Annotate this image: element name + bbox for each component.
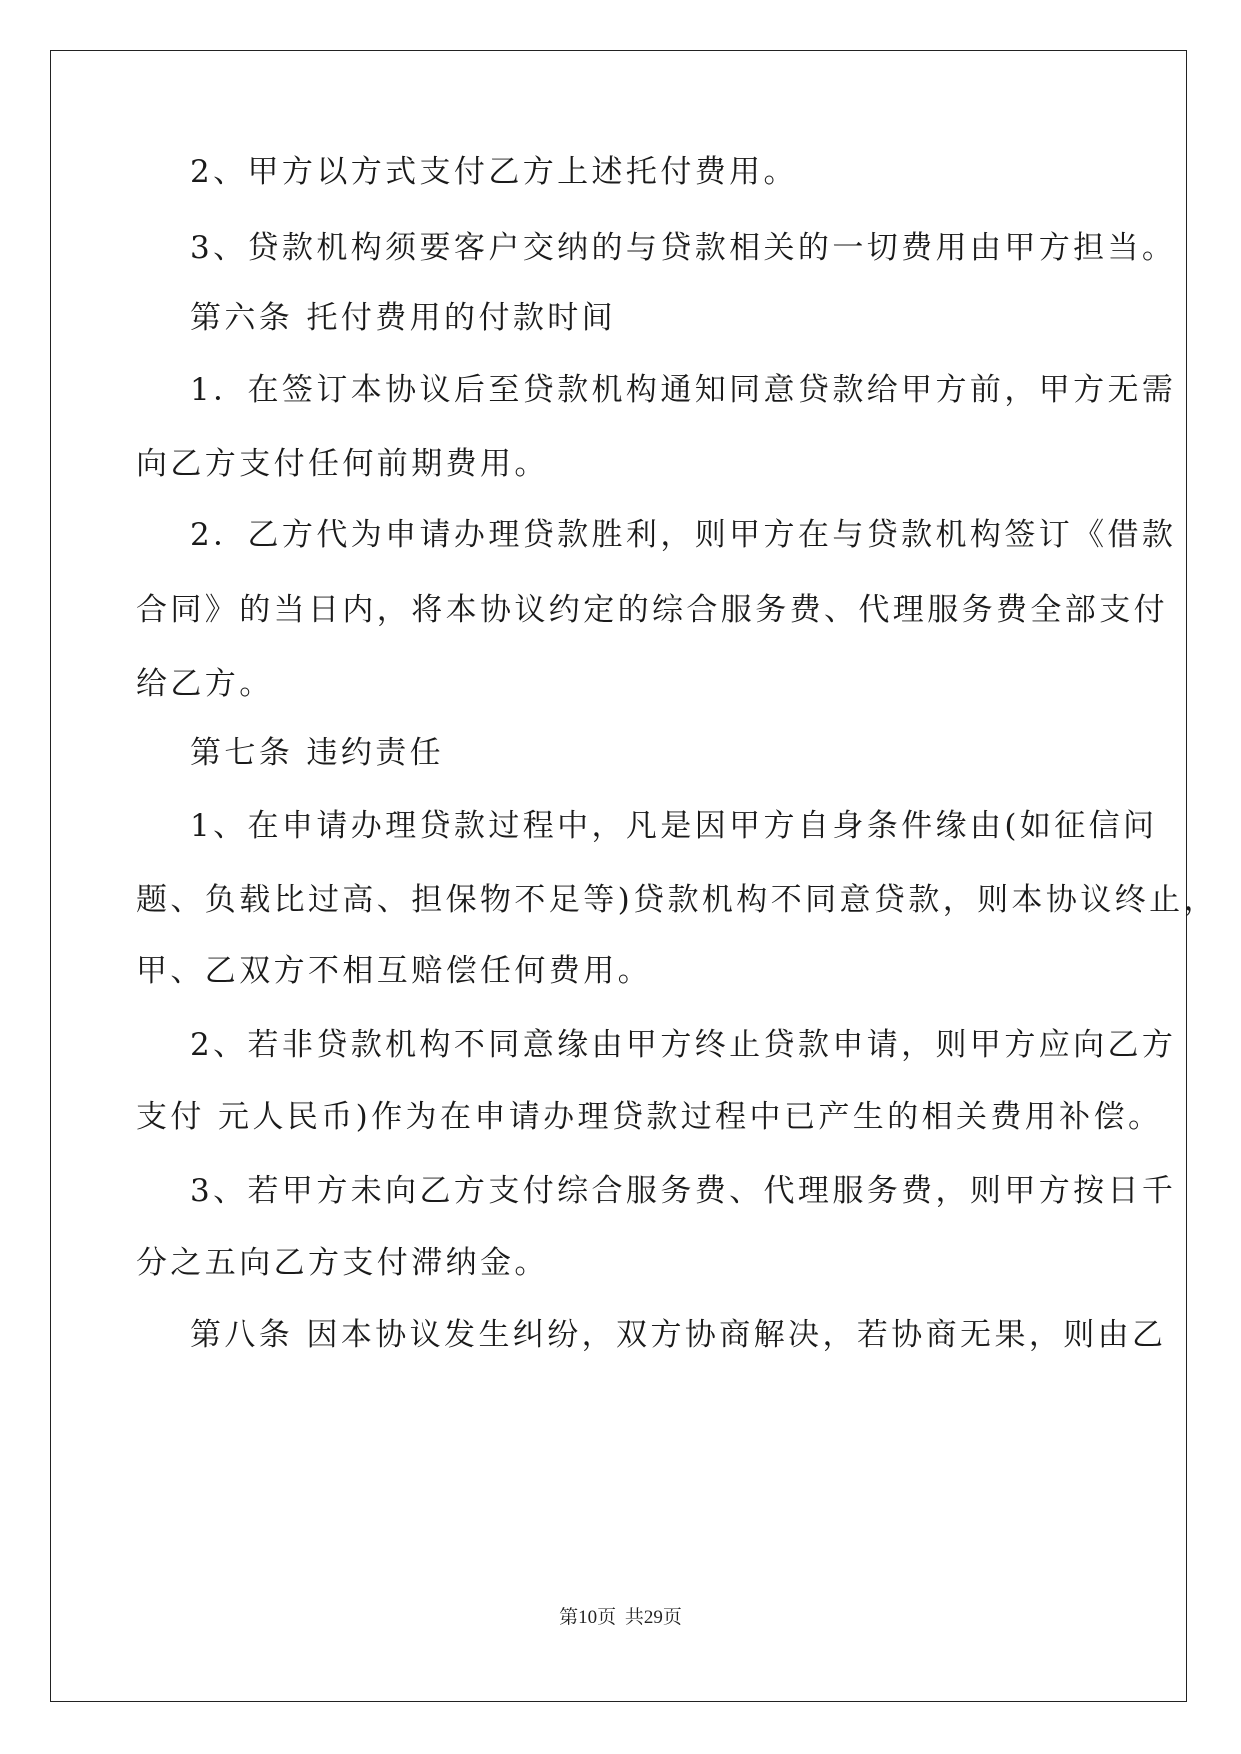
page-number: 第10页 bbox=[559, 1607, 617, 1628]
paragraph-line: 题、负载比过高、担保物不足等)贷款机构不同意贷款，则本协议终止， bbox=[136, 882, 1218, 918]
section-heading: 第七条 违约责任 bbox=[190, 735, 445, 771]
paragraph-line: 2．乙方代为申请办理贷款胜利，则甲方在与贷款机构签订《借款 bbox=[190, 517, 1177, 553]
paragraph-line: 支付 元人民币)作为在申请办理贷款过程中已产生的相关费用补偿。 bbox=[136, 1099, 1163, 1135]
paragraph-line: 1．在签订本协议后至贷款机构通知同意贷款给甲方前，甲方无需 bbox=[190, 372, 1177, 408]
page-footer bbox=[0, 1602, 1241, 1629]
paragraph-line: 向乙方支付任何前期费用。 bbox=[136, 446, 549, 482]
paragraph-line: 1、在申请办理贷款过程中，凡是因甲方自身条件缘由(如征信问 bbox=[190, 808, 1158, 844]
paragraph-line: 2、甲方以方式支付乙方上述托付费用。 bbox=[190, 154, 798, 190]
paragraph-line: 3、贷款机构须要客户交纳的与贷款相关的一切费用由甲方担当。 bbox=[190, 230, 1177, 266]
section-heading: 第八条 因本协议发生纠纷，双方协商解决，若协商无果，则由乙 bbox=[190, 1317, 1167, 1353]
paragraph-line: 合同》的当日内，将本协议约定的综合服务费、代理服务费全部支付 bbox=[136, 592, 1168, 628]
paragraph-line: 2、若非贷款机构不同意缘由甲方终止贷款申请，则甲方应向乙方 bbox=[190, 1027, 1177, 1063]
section-heading: 第六条 托付费用的付款时间 bbox=[190, 300, 617, 336]
paragraph-line: 分之五向乙方支付滞纳金。 bbox=[136, 1245, 549, 1281]
paragraph-line: 给乙方。 bbox=[136, 666, 274, 702]
paragraph-line: 3、若甲方未向乙方支付综合服务费、代理服务费，则甲方按日千 bbox=[190, 1173, 1177, 1209]
page-total: 共29页 bbox=[624, 1607, 682, 1628]
paragraph-line: 甲、乙双方不相互赔偿任何费用。 bbox=[136, 953, 652, 989]
